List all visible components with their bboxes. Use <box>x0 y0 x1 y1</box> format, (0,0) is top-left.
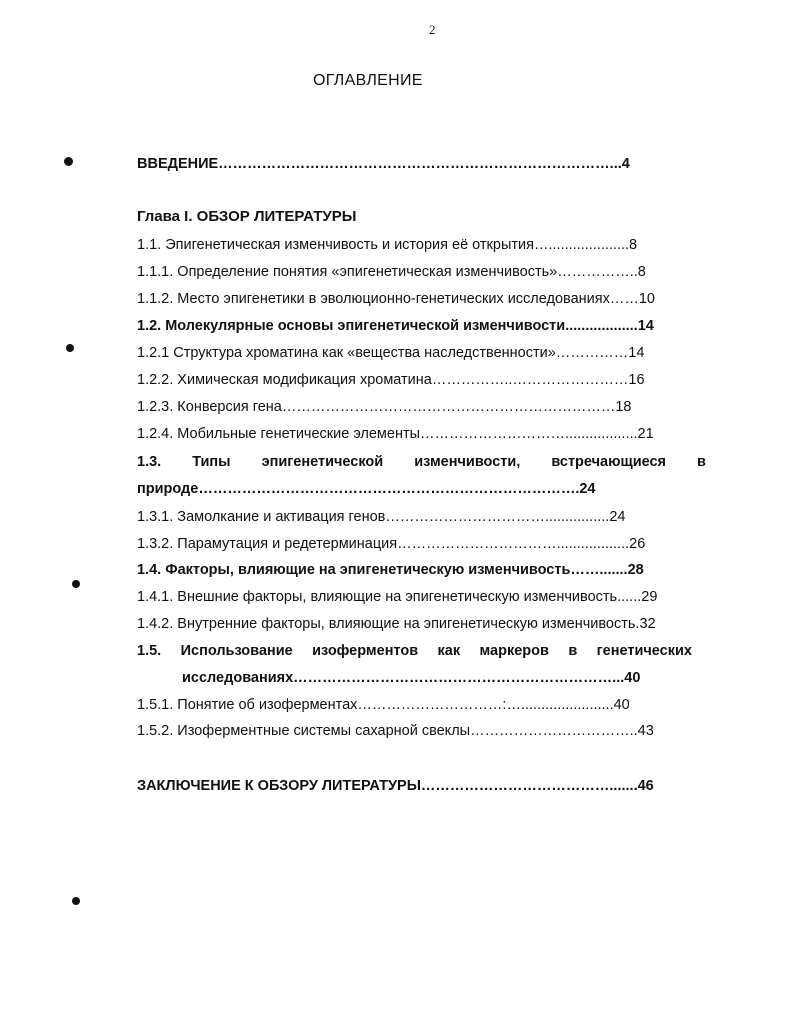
toc-entry-introduction: ВВЕДЕНИЕ………………………………………………………………………...4 <box>137 156 630 172</box>
toc-entry-section-justified <box>137 453 706 471</box>
toc-entry-conclusion: ЗАКЛЮЧЕНИЕ К ОБЗОРУ ЛИТЕРАТУРЫ………………………………….......46 <box>137 778 654 794</box>
toc-entry-section-cont: исследованиях…………………………………………………………...40 <box>182 670 641 686</box>
toc-entry-section: 1.2. Молекулярные основы эпигенетической изменчивости..................14 <box>137 318 654 334</box>
toc-entry-section: 1.4. Факторы, влияющие на эпигенетическую изменчивость…….......28 <box>137 562 644 578</box>
toc-entry: 1.4.1. Внешние факторы, влияющие на эпигенетическую изменчивость......29 <box>137 589 658 605</box>
punch-hole-dot <box>72 897 80 905</box>
toc-entry-section-justified <box>137 642 692 660</box>
word: изоферментов <box>312 643 419 659</box>
toc-entry: 1.3.2. Парамутация и редетерминация……………………………..................26 <box>137 536 646 552</box>
word: в <box>697 454 706 470</box>
word: Типы <box>192 454 231 470</box>
word: 1.5. <box>137 643 162 659</box>
punch-hole-dot <box>66 344 74 352</box>
toc-entry: 1.1. Эпигенетическая изменчивость и история её открытия…....................8 <box>137 237 638 253</box>
word: в <box>568 643 578 659</box>
word: изменчивости, <box>414 454 521 470</box>
word: 1.3. <box>137 454 162 470</box>
toc-entry-section-cont: природе…………………………………………………………………….24 <box>137 481 596 497</box>
toc-entry: 1.2.4. Мобильные генетические элементы…………………………..................21 <box>137 426 654 442</box>
toc-entry: 1.1.2. Место эпигенетики в эволюционно-генетических исследованиях……10 <box>137 291 655 307</box>
toc-chapter-heading: Глава I. ОБЗОР ЛИТЕРАТУРЫ <box>137 208 357 225</box>
toc-entry: 1.2.1 Структура хроматина как «вещества наследственности»……………14 <box>137 345 645 361</box>
toc-entry: 1.2.2. Химическая модификация хроматина……………..……………………16 <box>137 372 645 388</box>
punch-hole-dot <box>72 580 80 588</box>
toc-entry: 1.3.1. Замолкание и активация генов……………………………................24 <box>137 509 626 525</box>
page-number: 2 <box>429 22 436 37</box>
punch-hole-dot <box>64 157 73 166</box>
word: генетических <box>596 643 692 659</box>
toc-entry: 1.5.2. Изоферментные системы сахарной свеклы……………………………..43 <box>137 723 654 739</box>
toc-entry: 1.5.1. Понятие об изоферментах…………………………:….......................40 <box>137 697 630 713</box>
word: Использование <box>180 643 293 659</box>
word: как <box>437 643 461 659</box>
word: маркеров <box>479 643 549 659</box>
toc-entry: 1.4.2. Внутренние факторы, влияющие на эпигенетическую изменчивость.32 <box>137 616 656 632</box>
word: встречающиеся <box>551 454 667 470</box>
toc-entry: 1.1.1. Определение понятия «эпигенетическая изменчивость»……………..8 <box>137 264 646 280</box>
toc-entry: 1.2.3. Конверсия гена……………………………………………………………18 <box>137 399 632 415</box>
page-title: ОГЛАВЛЕНИЕ <box>313 72 423 89</box>
word: эпигенетической <box>261 454 384 470</box>
